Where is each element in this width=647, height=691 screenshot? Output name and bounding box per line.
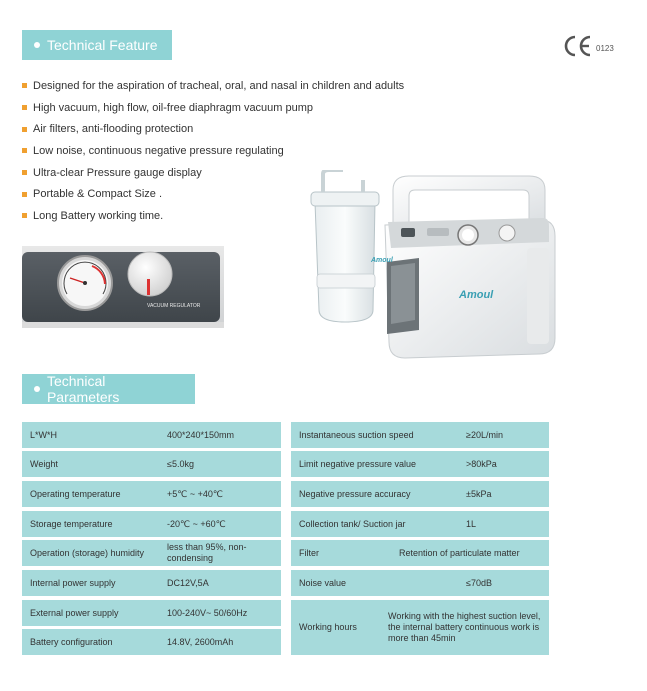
param-label: Operating temperature (30, 488, 121, 499)
bullet-dot-icon (34, 42, 40, 48)
param-value: 400*240*150mm (167, 429, 235, 440)
square-bullet-icon (22, 148, 27, 153)
param-value: less than 95%, non-condensing (167, 542, 247, 563)
param-row (291, 511, 549, 537)
ce-mark (563, 34, 614, 58)
param-value: 14.8V, 2600mAh (167, 636, 234, 647)
param-row (22, 540, 281, 566)
bullet-dot-icon (34, 386, 40, 392)
technical-feature-header (22, 30, 172, 60)
square-bullet-icon (22, 170, 27, 175)
param-label: Storage temperature (30, 518, 113, 529)
ce-logo-icon (563, 34, 593, 58)
technical-parameters-header (22, 374, 195, 404)
param-label: Limit negative pressure value (299, 458, 417, 469)
param-value: +5℃ ~ +40℃ (167, 488, 223, 499)
square-bullet-icon (22, 83, 27, 88)
jar-brand-label: Amoul (371, 257, 393, 264)
square-bullet-icon (22, 192, 27, 197)
param-label: Working hours (299, 622, 357, 632)
param-label: L*W*H (30, 429, 58, 440)
param-value: ±5kPa (466, 488, 492, 499)
device-brand-label: Amoul (459, 289, 494, 301)
param-label: Weight (30, 458, 58, 469)
param-label: Instantaneous suction speed (299, 429, 414, 440)
param-row (22, 570, 281, 596)
param-value: ≥20L/min (466, 429, 503, 440)
param-row (291, 570, 549, 596)
param-row (291, 422, 549, 448)
param-label: Filter (299, 547, 319, 558)
suction-device-photo (293, 170, 563, 360)
feature-item: Portable & Compact Size . (22, 183, 404, 205)
param-label: Battery configuration (30, 636, 113, 647)
param-row (22, 511, 281, 537)
param-label: Noise value (299, 577, 347, 588)
square-bullet-icon (22, 127, 27, 132)
param-label: Internal power supply (30, 577, 116, 588)
param-row (22, 629, 281, 655)
feature-item: Long Battery working time. (22, 205, 404, 227)
param-value: ≤70dB (466, 577, 492, 588)
param-row (291, 481, 549, 507)
param-value: >80kPa (466, 458, 497, 469)
param-row (291, 451, 549, 477)
param-value: -20℃ ~ +60℃ (167, 518, 226, 529)
param-row (22, 600, 281, 626)
feature-item: Designed for the aspiration of tracheal, oral, and nasal in children and adults (22, 75, 404, 97)
param-row (22, 451, 281, 477)
feature-item: Air filters, anti-flooding protection (22, 118, 404, 140)
param-value: DC12V,5A (167, 577, 209, 588)
feature-item: Low noise, continuous negative pressure regulating (22, 140, 404, 162)
param-row (291, 540, 549, 566)
param-row (22, 422, 281, 448)
param-label: Collection tank/ Suction jar (299, 518, 406, 529)
param-value: ≤5.0kg (167, 458, 194, 469)
param-value: 1L (466, 518, 477, 529)
feature-item: High vacuum, high flow, oil-free diaphragm vacuum pump (22, 97, 404, 119)
pressure-gauge-photo (22, 246, 224, 328)
param-value: 100-240V~ 50/60Hz (167, 607, 248, 618)
technical-parameters-title: Technical Parameters (46, 373, 120, 405)
ce-number: 0123 (596, 43, 614, 53)
feature-item: Ultra-clear Pressure gauge display (22, 162, 404, 184)
square-bullet-icon (22, 213, 27, 218)
technical-feature-title: Technical Feature (47, 37, 158, 53)
param-row (291, 600, 549, 655)
param-label: Negative pressure accuracy (299, 488, 411, 499)
param-value: Retention of particulate matter (399, 547, 520, 558)
vacuum-regulator-label: VACUUM REGULATOR (147, 303, 201, 309)
param-row (22, 481, 281, 507)
param-label: External power supply (30, 607, 119, 618)
square-bullet-icon (22, 105, 27, 110)
param-label: Operation (storage) humidity (30, 547, 145, 558)
param-value: Working with the highest suction level, the internal battery continuous work is more than 45min (388, 611, 541, 643)
